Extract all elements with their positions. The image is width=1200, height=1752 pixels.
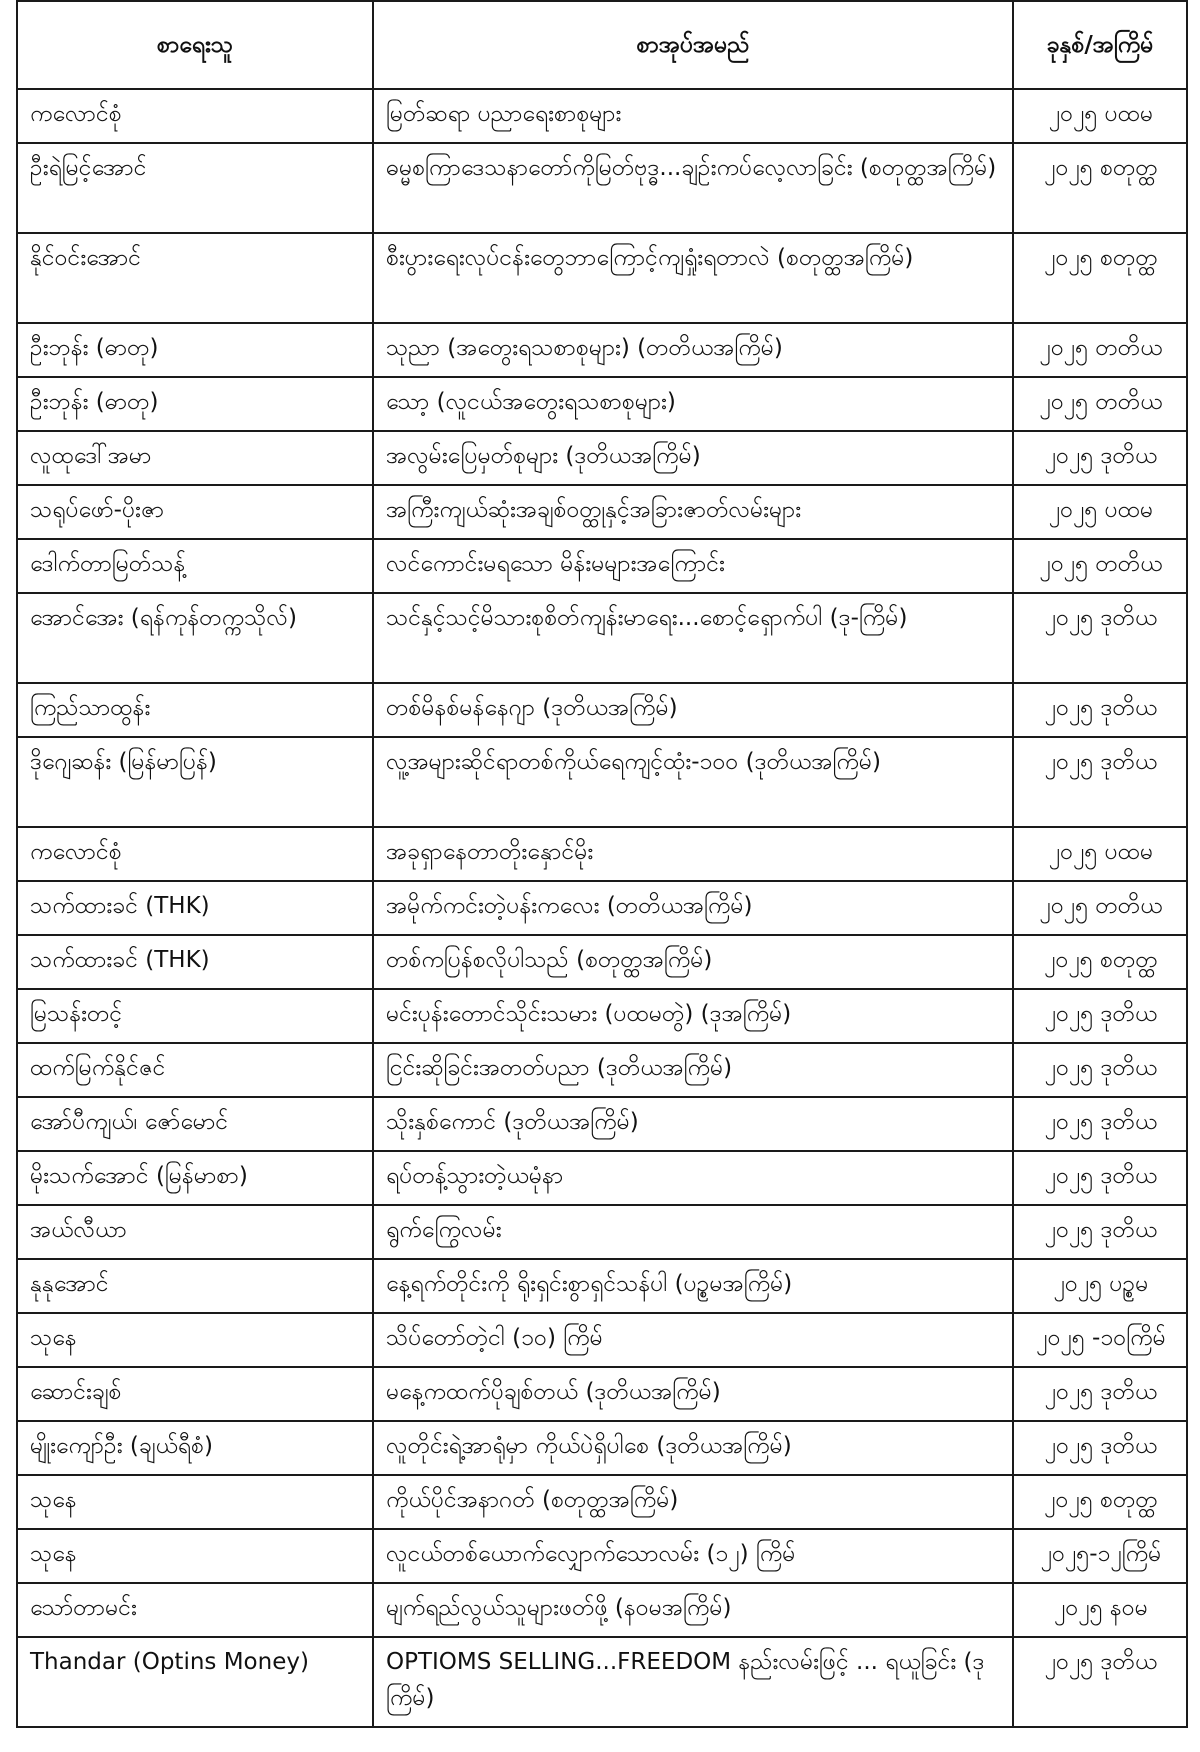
table-row <box>17 1583 1187 1637</box>
table-row <box>17 1637 1187 1727</box>
title-cell: နေ့ရက်တိုင်းကို ရိုးရှင်းစွာရှင်သန်ပါ (ပဉ္စမအကြိမ်) <box>373 1259 1013 1313</box>
year-cell: ၂၀၂၅-၁၂ကြိမ် <box>1013 1529 1187 1583</box>
table-row <box>17 935 1187 989</box>
year-cell: ၂၀၂၅ တတိယ <box>1013 539 1187 593</box>
author-cell: အော်ပီကျယ်၊ ဇော်မောင် <box>17 1097 373 1151</box>
table-row <box>17 989 1187 1043</box>
author-cell: Thandar (Optins Money) <box>17 1637 373 1727</box>
year-cell: ၂၀၂၅ ဒုတိယ <box>1013 1097 1187 1151</box>
author-cell: သုနေ <box>17 1529 373 1583</box>
author-cell: ဦးဘုန်း (ဓာတု) <box>17 377 373 431</box>
author-cell: ကြည်သာထွန်း <box>17 683 373 737</box>
year-cell: ၂၀၂၅ စတုတ္ထ <box>1013 1475 1187 1529</box>
author-cell: သရုပ်ဖော်-ပိုးဇာ <box>17 485 373 539</box>
table-row <box>17 1205 1187 1259</box>
title-cell: အခုရှာနေတာတိုးနှောင်မိုး <box>373 827 1013 881</box>
title-cell: ကိုယ်ပိုင်အနာဂတ် (စတုတ္ထအကြိမ်) <box>373 1475 1013 1529</box>
year-cell: ၂၀၂၅ ဒုတိယ <box>1013 989 1187 1043</box>
table-row <box>17 593 1187 683</box>
year-cell: ၂၀၂၅ -၁၀ကြိမ် <box>1013 1313 1187 1367</box>
author-cell: ထက်မြက်နိုင်ဇင် <box>17 1043 373 1097</box>
title-cell: လူငယ်တစ်ယောက်လျှောက်သောလမ်း (၁၂) ကြိမ် <box>373 1529 1013 1583</box>
author-cell: မြသန်းတင့် <box>17 989 373 1043</box>
author-cell: ကလောင်စုံ <box>17 89 373 143</box>
table-row <box>17 1313 1187 1367</box>
title-cell: လင်ကောင်းမရသော မိန်းမများအကြောင်း <box>373 539 1013 593</box>
title-cell: ရပ်တန့်သွားတဲ့ယမုံနာ <box>373 1151 1013 1205</box>
year-cell: ၂၀၂၅ ဒုတိယ <box>1013 737 1187 827</box>
table-row <box>17 737 1187 827</box>
author-cell: ဒိုဂျေဆန်း (မြန်မာပြန်) <box>17 737 373 827</box>
author-cell: လူထုဒေါ်အမာ <box>17 431 373 485</box>
title-cell: မနေ့ကထက်ပိုချစ်တယ် (ဒုတိယအကြိမ်) <box>373 1367 1013 1421</box>
title-cell: ငြင်းဆိုခြင်းအတတ်ပညာ (ဒုတိယအကြိမ်) <box>373 1043 1013 1097</box>
table-row <box>17 377 1187 431</box>
table-row <box>17 143 1187 233</box>
author-cell: ဒေါက်တာမြတ်သန့် <box>17 539 373 593</box>
title-cell: လူ့အများဆိုင်ရာတစ်ကိုယ်ရေကျင့်ထုံး-၁၀၀ (ဒုတိယအကြိမ်) <box>373 737 1013 827</box>
header-year-edition: ခုနှစ်/အကြိမ် <box>1013 1 1187 89</box>
table-row <box>17 233 1187 323</box>
table-row <box>17 1097 1187 1151</box>
header-title: စာအုပ်အမည် <box>373 1 1013 89</box>
table-row <box>17 683 1187 737</box>
title-cell: သိုးနှစ်ကောင် (ဒုတိယအကြိမ်) <box>373 1097 1013 1151</box>
table-row <box>17 1367 1187 1421</box>
year-cell: ၂၀၂၅ ဒုတိယ <box>1013 683 1187 737</box>
title-cell: စီးပွားရေးလုပ်ငန်းတွေဘာကြောင့်ကျရှုံးရတာလဲ (စတုတ္ထအကြိမ်) <box>373 233 1013 323</box>
table-row <box>17 1421 1187 1475</box>
year-cell: ၂၀၂၅ ဒုတိယ <box>1013 593 1187 683</box>
table-row <box>17 1475 1187 1529</box>
title-cell: ရွက်ကြွေလမ်း <box>373 1205 1013 1259</box>
table-row <box>17 1529 1187 1583</box>
table-row <box>17 827 1187 881</box>
year-cell: ၂၀၂၅ ပထမ <box>1013 485 1187 539</box>
table-row <box>17 1151 1187 1205</box>
author-cell: သုနေ <box>17 1475 373 1529</box>
table-row <box>17 539 1187 593</box>
title-cell: ဓမ္မစကြာဒေသနာတော်ကိုမြတ်ဗုဒ္ဓ...ချဉ်းကပ်လေ့လာခြင်း (စတုတ္ထအကြိမ်) <box>373 143 1013 233</box>
author-cell: အောင်အေး (ရန်ကုန်တက္ကသိုလ်) <box>17 593 373 683</box>
author-cell: ကလောင်စုံ <box>17 827 373 881</box>
title-cell: အလွမ်းပြေမှတ်စုများ (ဒုတိယအကြိမ်) <box>373 431 1013 485</box>
year-cell: ၂၀၂၅ ဒုတိယ <box>1013 1151 1187 1205</box>
author-cell: အယ်လီယာ <box>17 1205 373 1259</box>
table-row <box>17 485 1187 539</box>
author-cell: သုနေ <box>17 1313 373 1367</box>
title-cell: တစ်မိနစ်မန်နေဂျာ (ဒုတိယအကြိမ်) <box>373 683 1013 737</box>
book-list-table <box>16 0 1188 1728</box>
author-cell: ဦးဘုန်း (ဓာတု) <box>17 323 373 377</box>
title-cell: တစ်ကပြန်စလိုပါသည် (စတုတ္ထအကြိမ်) <box>373 935 1013 989</box>
year-cell: ၂၀၂၅ ပဉ္စမ <box>1013 1259 1187 1313</box>
author-cell: သော်တာမင်း <box>17 1583 373 1637</box>
year-cell: ၂၀၂၅ ဒုတိယ <box>1013 1367 1187 1421</box>
year-cell: ၂၀၂၅ စတုတ္ထ <box>1013 143 1187 233</box>
author-cell: ဦးရဲမြင့်အောင် <box>17 143 373 233</box>
author-cell: နုနုအောင် <box>17 1259 373 1313</box>
title-cell: မြတ်ဆရာ ပညာရေးစာစုများ <box>373 89 1013 143</box>
table-row <box>17 89 1187 143</box>
title-cell: သော့ (လူငယ်အတွေးရသစာစုများ) <box>373 377 1013 431</box>
title-cell: OPTIOMS SELLING...FREEDOM နည်းလမ်းဖြင့် ... ရယူခြင်း (ဒုကြိမ်) <box>373 1637 1013 1727</box>
year-cell: ၂၀၂၅ တတိယ <box>1013 881 1187 935</box>
header-row <box>17 1 1187 89</box>
table-row <box>17 323 1187 377</box>
title-cell: လူတိုင်းရဲ့အာရုံမှာ ကိုယ်ပဲရှိပါစေ (ဒုတိယအကြိမ်) <box>373 1421 1013 1475</box>
title-cell: သင်နှင့်သင့်မိသားစုစိတ်ကျန်းမာရေး...စောင့်ရှောက်ပါ (ဒု-ကြိမ်) <box>373 593 1013 683</box>
table-row <box>17 881 1187 935</box>
author-cell: မိုးသက်အောင် (မြန်မာစာ) <box>17 1151 373 1205</box>
title-cell: အကြီးကျယ်ဆုံးအချစ်ဝတ္ထုနှင့်အခြားဇာတ်လမ်းများ <box>373 485 1013 539</box>
year-cell: ၂၀၂၅ ဒုတိယ <box>1013 1637 1187 1727</box>
author-cell: မျိုးကျော်ဦး (ချယ်ရီစံ) <box>17 1421 373 1475</box>
year-cell: ၂၀၂၅ ပထမ <box>1013 89 1187 143</box>
author-cell: နိုင်ဝင်းအောင် <box>17 233 373 323</box>
year-cell: ၂၀၂၅ ဒုတိယ <box>1013 431 1187 485</box>
header-author: စာရေးသူ <box>17 1 373 89</box>
year-cell: ၂၀၂၅ နဝမ <box>1013 1583 1187 1637</box>
year-cell: ၂၀၂၅ ဒုတိယ <box>1013 1205 1187 1259</box>
table-row <box>17 431 1187 485</box>
year-cell: ၂၀၂၅ ဒုတိယ <box>1013 1043 1187 1097</box>
year-cell: ၂၀၂၅ ပထမ <box>1013 827 1187 881</box>
title-cell: မျက်ရည်လွယ်သူများဖတ်ဖို့ (နဝမအကြိမ်) <box>373 1583 1013 1637</box>
author-cell: သက်ထားခင် (THK) <box>17 935 373 989</box>
author-cell: သက်ထားခင် (THK) <box>17 881 373 935</box>
year-cell: ၂၀၂၅ စတုတ္ထ <box>1013 233 1187 323</box>
title-cell: မင်းပုန်းတောင်သိုင်းသမား (ပထမတွဲ) (ဒုအကြိမ်) <box>373 989 1013 1043</box>
title-cell: အမိုက်ကင်းတဲ့ပန်းကလေး (တတိယအကြိမ်) <box>373 881 1013 935</box>
table-row <box>17 1043 1187 1097</box>
year-cell: ၂၀၂၅ စတုတ္ထ <box>1013 935 1187 989</box>
title-cell: သိပ်တော်တဲ့ငါ (၁၀) ကြိမ် <box>373 1313 1013 1367</box>
year-cell: ၂၀၂၅ ဒုတိယ <box>1013 1421 1187 1475</box>
table-row <box>17 1259 1187 1313</box>
title-cell: သုညာ (အတွေးရသစာစုများ) (တတိယအကြိမ်) <box>373 323 1013 377</box>
year-cell: ၂၀၂၅ တတိယ <box>1013 323 1187 377</box>
author-cell: ဆောင်းချစ် <box>17 1367 373 1421</box>
year-cell: ၂၀၂၅ တတိယ <box>1013 377 1187 431</box>
